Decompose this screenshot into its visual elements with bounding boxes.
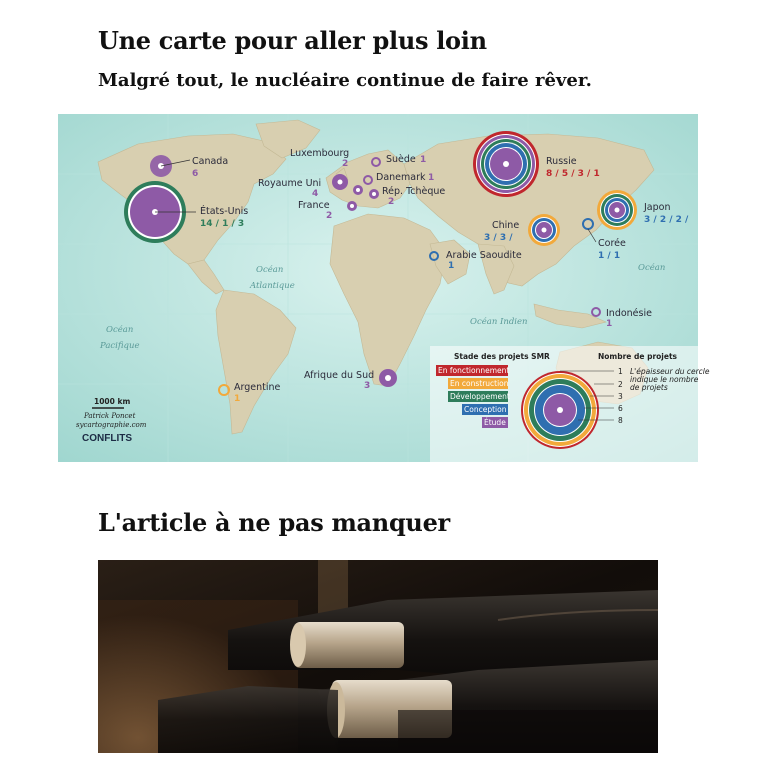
- marker-france: [347, 201, 357, 211]
- numbers-indonesie: 1: [606, 319, 613, 329]
- legend-label-developpement: Développement: [450, 392, 510, 401]
- section-title-map: Une carte pour aller plus loin: [98, 26, 487, 55]
- label-royaume-uni: Royaume Uni: [258, 178, 322, 189]
- ocean-pacific-east: Océan: [638, 263, 666, 273]
- numbers-afrique-du-sud: 3: [364, 381, 371, 391]
- numbers-argentine: 1: [234, 394, 241, 404]
- label-russie: Russie: [546, 156, 577, 167]
- numbers-russie: 8 / 5 / 3 / 1: [546, 169, 600, 179]
- marker-japon: [597, 190, 637, 230]
- article-image-wine-bottles[interactable]: [98, 560, 658, 753]
- marker-luxembourg: [353, 185, 363, 195]
- legend-note-line1: L'épaisseur du cercle: [630, 367, 710, 376]
- legend-concentric-circles: [521, 371, 599, 449]
- numbers-luxembourg: 2: [342, 159, 349, 169]
- label-danemark: Danemark: [376, 172, 426, 183]
- label-luxembourg: Luxembourg: [290, 148, 350, 159]
- legend-count-6: 6: [618, 404, 623, 413]
- numbers-rep-tcheque: 2: [388, 197, 395, 207]
- smr-world-map: [58, 114, 710, 462]
- legend-stage-title: Stade des projets SMR: [454, 352, 550, 361]
- marker-rep-tcheque: [369, 189, 379, 199]
- numbers-danemark: 1: [428, 173, 435, 183]
- scale-label: 1000 km: [94, 397, 131, 406]
- ocean-atlantic-line2: Atlantique: [250, 281, 295, 291]
- credit-website: sycartographie.com: [76, 421, 147, 429]
- ocean-indian: Océan Indien: [470, 317, 528, 327]
- label-arabie-saoudite: Arabie Saoudite: [446, 250, 522, 261]
- wine-bottles-illustration: [98, 560, 658, 753]
- label-canada: Canada: [192, 156, 229, 167]
- label-japon: Japon: [644, 202, 671, 213]
- credit-author: Patrick Poncet: [84, 412, 136, 420]
- legend-count-2: 2: [618, 380, 623, 389]
- legend-count-8: 8: [618, 416, 623, 425]
- numbers-coree: 1 / 1: [598, 251, 621, 261]
- ocean-pacific-line1: Océan: [106, 325, 134, 335]
- label-suede: Suède: [386, 154, 416, 165]
- legend-label-conception: Conception: [464, 405, 507, 414]
- legend-count-3: 3: [618, 392, 623, 401]
- numbers-suede: 1: [420, 155, 427, 165]
- legend-note-line3: de projets: [630, 383, 668, 392]
- label-argentine: Argentine: [234, 382, 281, 393]
- marker-russie: [473, 131, 539, 197]
- brand-logo: CONFLITS: [82, 433, 132, 444]
- numbers-chine: 3 / 3 /: [484, 233, 513, 243]
- label-france: France: [298, 200, 330, 211]
- legend-count-title: Nombre de projets: [598, 352, 678, 361]
- legend-label-construction: En construction: [450, 379, 509, 388]
- label-etats-unis: États-Unis: [200, 206, 249, 217]
- legend-count-1: 1: [618, 367, 623, 376]
- legend-label-etude: Étude: [484, 418, 506, 427]
- ocean-atlantic-line1: Océan: [256, 265, 284, 275]
- numbers-canada: 6: [192, 169, 199, 179]
- marker-chine: [528, 214, 560, 246]
- numbers-arabie-saoudite: 1: [448, 261, 455, 271]
- section-title-article: L'article à ne pas manquer: [98, 508, 450, 537]
- numbers-japon: 3 / 2 / 2 /: [644, 215, 689, 225]
- label-indonesie: Indonésie: [606, 308, 652, 319]
- numbers-royaume-uni: 4: [312, 189, 319, 199]
- marker-royaume-uni: [332, 174, 348, 190]
- section-subtitle: Malgré tout, le nucléaire continue de faire rêver.: [98, 70, 592, 91]
- numbers-france: 2: [326, 211, 333, 221]
- label-coree: Corée: [598, 238, 626, 249]
- ocean-pacific-line2: Pacifique: [100, 341, 140, 351]
- label-chine: Chine: [492, 220, 520, 231]
- legend-label-fonctionnement: En fonctionnement: [438, 366, 510, 375]
- legend-note-line2: indique le nombre: [630, 375, 699, 384]
- label-rep-tcheque: Rép. Tchèque: [382, 186, 446, 197]
- numbers-etats-unis: 14 / 1 / 3: [200, 219, 245, 229]
- label-afrique-du-sud: Afrique du Sud: [304, 370, 375, 381]
- marker-afrique-du-sud: [379, 369, 397, 387]
